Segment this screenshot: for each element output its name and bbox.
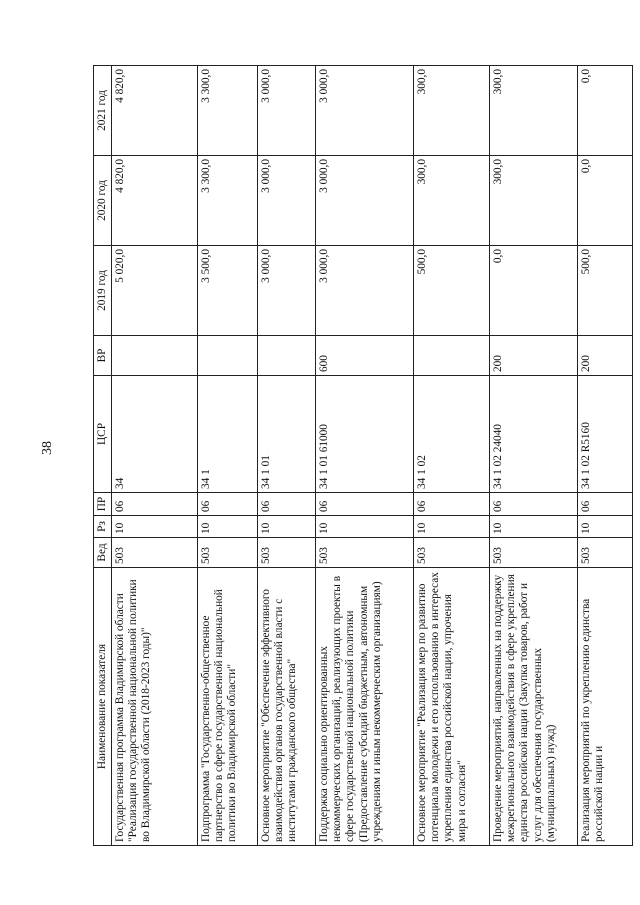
header-rz: Рз xyxy=(94,516,112,538)
table-header-row xyxy=(94,66,112,846)
row-rz: 10 xyxy=(490,516,578,538)
row-ved: 503 xyxy=(578,538,633,568)
row-ved: 503 xyxy=(414,538,490,568)
table-row xyxy=(198,66,258,846)
row-2020: 3 000,0 xyxy=(258,156,316,246)
row-2020: 3 000,0 xyxy=(316,156,414,246)
header-2021: 2021 год xyxy=(94,66,112,156)
row-pr: 06 xyxy=(258,493,316,516)
row-2021: 3 000,0 xyxy=(316,66,414,156)
table-row xyxy=(578,66,633,846)
page-number: 38 xyxy=(40,441,55,455)
row-ved: 503 xyxy=(316,538,414,568)
row-2021: 4 820,0 xyxy=(112,66,198,156)
row-pr: 06 xyxy=(316,493,414,516)
row-2021: 3 300,0 xyxy=(198,66,258,156)
header-2019: 2019 год xyxy=(94,246,112,336)
row-pr: 06 xyxy=(490,493,578,516)
row-name: Подпрограмма "Государственно-общественное партнерство в сфере государственной национальной политики во Владимирской области" xyxy=(198,568,258,846)
row-rz: 10 xyxy=(414,516,490,538)
row-rz: 10 xyxy=(578,516,633,538)
row-2019: 500,0 xyxy=(578,246,633,336)
row-2019: 3 500,0 xyxy=(198,246,258,336)
header-vr: ВР xyxy=(94,336,112,376)
row-2020: 0,0 xyxy=(578,156,633,246)
row-2019: 3 000,0 xyxy=(258,246,316,336)
header-pr: ПР xyxy=(94,493,112,516)
row-rz: 10 xyxy=(258,516,316,538)
row-2019: 0,0 xyxy=(490,246,578,336)
row-csr: 34 1 02 24040 xyxy=(490,376,578,493)
table-row xyxy=(258,66,316,846)
row-ved: 503 xyxy=(198,538,258,568)
row-2020: 300,0 xyxy=(414,156,490,246)
budget-table-sheet xyxy=(93,66,633,846)
row-ved: 503 xyxy=(258,538,316,568)
row-2021: 0,0 xyxy=(578,66,633,156)
row-2019: 3 000,0 xyxy=(316,246,414,336)
table-row xyxy=(112,66,198,846)
row-name: Государственная программа Владимирской области "Реализация государственной национальной политики во Владимирской области (2018-2023 годы)" xyxy=(112,568,198,846)
row-2020: 300,0 xyxy=(490,156,578,246)
row-pr: 06 xyxy=(198,493,258,516)
row-csr: 34 1 01 xyxy=(258,376,316,493)
header-name: Наименование показателя xyxy=(94,568,112,846)
budget-table xyxy=(93,65,633,846)
row-2021: 300,0 xyxy=(414,66,490,156)
row-rz: 10 xyxy=(198,516,258,538)
row-pr: 06 xyxy=(578,493,633,516)
row-vr: 200 xyxy=(578,336,633,376)
row-name: Проведение мероприятий, направленных на поддержку межрегионального взаимодействия в сфере укрепления единства российской нации (Закупка товаров, работ и услуг для обеспечения государственных (муниципальных) нужд) xyxy=(490,568,578,846)
row-2020: 3 300,0 xyxy=(198,156,258,246)
table-row xyxy=(490,66,578,846)
row-name: Реализация мероприятий по укреплению единства российской нации и xyxy=(578,568,633,846)
row-csr: 34 1 xyxy=(198,376,258,493)
row-name: Основное мероприятие "Реализация мер по развитию потенциала молодежи и его использованию в интересах укрепления единства российской нации, упрочения мира и согласия" xyxy=(414,568,490,846)
row-name: Основное мероприятие "Обеспечение эффективного взаимодействия органов государственной власти с институтами гражданского общества" xyxy=(258,568,316,846)
row-ved: 503 xyxy=(112,538,198,568)
row-2021: 300,0 xyxy=(490,66,578,156)
row-2021: 3 000,0 xyxy=(258,66,316,156)
row-pr: 06 xyxy=(112,493,198,516)
table-row xyxy=(316,66,414,846)
row-vr: 600 xyxy=(316,336,414,376)
row-vr xyxy=(112,336,198,376)
header-csr: ЦСР xyxy=(94,376,112,493)
row-vr xyxy=(414,336,490,376)
header-2020: 2020 год xyxy=(94,156,112,246)
header-ved: Вед xyxy=(94,538,112,568)
table-row xyxy=(414,66,490,846)
row-csr: 34 1 02 R5160 xyxy=(578,376,633,493)
row-2019: 500,0 xyxy=(414,246,490,336)
row-ved: 503 xyxy=(490,538,578,568)
row-csr: 34 1 02 xyxy=(414,376,490,493)
row-vr xyxy=(198,336,258,376)
row-2020: 4 820,0 xyxy=(112,156,198,246)
row-csr: 34 1 01 61000 xyxy=(316,376,414,493)
row-name: Поддержка социально ориентированных некоммерческих организаций, реализующих проекты в сфере государственной национальной политики (Предоставление субсидий бюджетным, автономным учреждениям и иным некоммерческим организациям) xyxy=(316,568,414,846)
row-vr xyxy=(258,336,316,376)
row-csr: 34 xyxy=(112,376,198,493)
row-pr: 06 xyxy=(414,493,490,516)
row-rz: 10 xyxy=(112,516,198,538)
row-2019: 5 020,0 xyxy=(112,246,198,336)
row-vr: 200 xyxy=(490,336,578,376)
row-rz: 10 xyxy=(316,516,414,538)
